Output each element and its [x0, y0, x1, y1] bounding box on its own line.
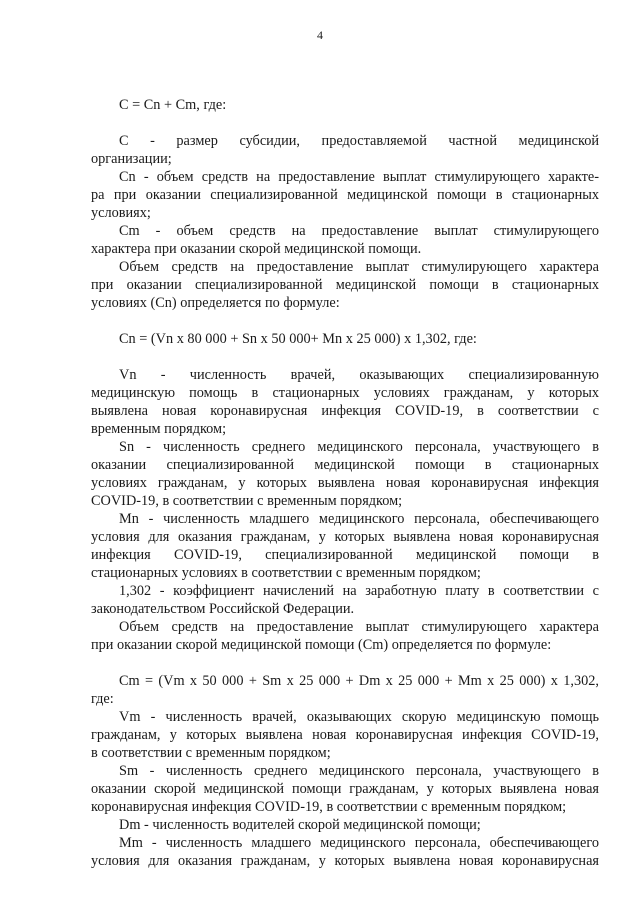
- page-number: 4: [317, 28, 323, 42]
- text-line: оказании скорой медицинской помощи гражданам, у которых выявлена новая: [91, 781, 599, 797]
- text-line: Объем средств на предоставление выплат стимулирующего характера: [119, 259, 599, 275]
- text-line: где:: [91, 691, 114, 707]
- text-line: Cm - объем средств на предоставление выплат стимулирующего: [119, 223, 599, 239]
- text-line: коронавирусная инфекция COVID-19, в соответствии с временным порядком;: [91, 799, 567, 815]
- text-line: гражданам, у которых выявлена новая коронавирусная инфекция COVID-19,: [91, 727, 599, 743]
- text-line: условиях;: [91, 205, 151, 221]
- text-line: Mm - численность младшего медицинского персонала, обеспечивающего: [119, 835, 599, 851]
- paragraph-dm: [119, 816, 599, 834]
- text-line: COVID-19, в соответствии с временным порядком;: [91, 493, 403, 509]
- paragraph-c-definition: [91, 132, 599, 168]
- paragraph-sn: [91, 438, 599, 510]
- text-line: Vn - численность врачей, оказывающих специализированную: [119, 367, 599, 383]
- paragraph-cn-formula-intro: [91, 258, 599, 312]
- text-line: условия для оказания гражданам, у которых выявлена новая коронавирусная: [91, 853, 599, 869]
- text-line: С - размер субсидии, предоставляемой частной медицинской: [119, 133, 599, 149]
- text-line: Cm = (Vm х 50 000 + Sm х 25 000 + Dm х 25 000 + Mm х 25 000) х 1,302,: [119, 673, 599, 689]
- paragraph-mm: [91, 834, 599, 870]
- paragraph-cm-definition: [91, 222, 599, 258]
- text-line: при оказании специализированной медицинской помощи в стационарных: [91, 277, 599, 293]
- text-line: Dm - численность водителей скорой медицинской помощи;: [119, 817, 481, 833]
- text-line: при оказании скорой медицинской помощи (Cm) определяется по формуле:: [91, 637, 552, 653]
- text-line: выявлена новая коронавирусная инфекция COVID-19, в соответствии с: [91, 403, 599, 419]
- text-line: оказании специализированной медицинской помощи в стационарных: [91, 457, 599, 473]
- paragraph-vn: [91, 366, 599, 438]
- text-line: Sn - численность среднего медицинского персонала, участвующего в: [119, 439, 599, 455]
- paragraph-cm-formula-intro: [91, 618, 599, 654]
- formula-cn: Cn = (Vn х 80 000 + Sn х 50 000+ Mn х 25 000) х 1,302, где:: [119, 331, 477, 347]
- text-line: медицинскую помощь в стационарных условиях гражданам, у которых: [91, 385, 599, 401]
- text-line: в соответствии с временным порядком;: [91, 745, 331, 761]
- text-line: 1,302 - коэффициент начислений на заработную плату в соответствии с: [119, 583, 599, 599]
- formula-c: C = Cn + Cm, где:: [119, 97, 227, 113]
- paragraph-mn: [91, 510, 599, 582]
- text-line: организации;: [91, 151, 172, 167]
- formula-cm: [91, 672, 599, 708]
- text-line: законодательством Российской Федерации.: [91, 601, 355, 617]
- text-line: временным порядком;: [91, 421, 227, 437]
- text-line: Mn - численность младшего медицинского персонала, обеспечивающего: [119, 511, 599, 527]
- text-line: стационарных условиях в соответствии с временным порядком;: [91, 565, 481, 581]
- paragraph-sm: [91, 762, 599, 816]
- text-line: условиях (Cn) определяется по формуле:: [91, 295, 340, 311]
- text-line: условия для оказания гражданам, у которых выявлена новая коронавирусная: [91, 529, 599, 545]
- text-line: Sm - численность среднего медицинского персонала, участвующего в: [119, 763, 599, 779]
- text-line: Vm - численность врачей, оказывающих скорую медицинскую помощь: [119, 709, 599, 725]
- text-line: инфекция COVID-19, специализированной медицинской помощи в: [91, 547, 599, 563]
- text-line: ра при оказании специализированной медицинской помощи в стационарных: [91, 187, 599, 203]
- document-body: [91, 96, 599, 870]
- text-line: Объем средств на предоставление выплат стимулирующего характера: [119, 619, 599, 635]
- paragraph-cn-definition: [91, 168, 599, 222]
- text-line: Cn - объем средств на предоставление выплат стимулирующего характе-: [119, 169, 599, 185]
- paragraph-vm: [91, 708, 599, 762]
- text-line: условиях гражданам, у которых выявлена новая коронавирусная инфекция: [91, 475, 599, 491]
- paragraph-coefficient: [91, 582, 599, 618]
- text-line: характера при оказании скорой медицинской помощи.: [91, 241, 422, 257]
